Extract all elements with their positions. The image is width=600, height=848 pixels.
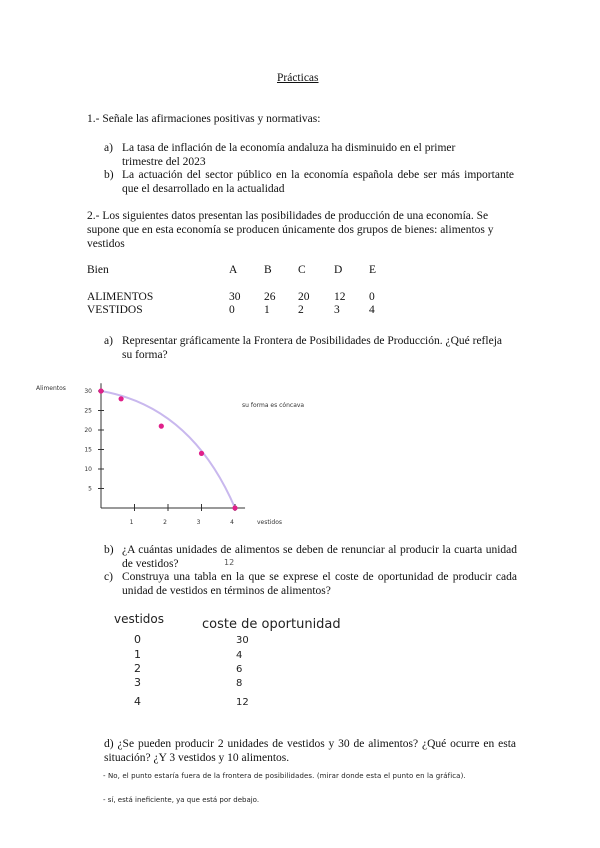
q1-b-label: b) [104,169,114,181]
data-point [98,388,103,393]
table-cell: ALIMENTOS [87,291,154,303]
table-row [87,264,389,277]
q2-d-text: d) ¿Se pueden producir 2 unidades de vestidos y 30 de alimentos? ¿Qué ocurre en esta situación? ¿Y 3 vestidos y 10 alimentos. [104,738,516,764]
data-point [159,424,164,429]
page-title: Prácticas [277,72,319,84]
x-axis-label: vestidos [257,519,282,526]
q2-a-label: a) [104,335,113,347]
table-cell: 30 [229,291,241,303]
ppf-chart [0,378,600,538]
table-cell: E [369,264,377,276]
opp-row-vestidos: 2 [134,662,141,675]
x-tick-label: 1 [129,519,134,526]
table-cell: 1 [264,304,270,316]
table-cell: 2 [298,304,304,316]
opp-row-cost: 6 [236,664,243,675]
x-tick-label: 3 [196,519,201,526]
q2-b-label: b) [104,544,114,556]
y-tick-label: 5 [88,485,92,493]
table-cell: Bien [87,264,109,276]
data-point [232,505,237,510]
table-cell: 4 [369,304,375,316]
production-table [87,264,389,317]
q2-c-text: Construya una tabla en la que se exprese el coste de oportunidad de producir cada unidad de vestidos en términos de alimentos? [122,571,517,597]
table-cell: C [298,264,306,276]
y-tick-label: 25 [84,407,92,415]
table-cell: 0 [229,304,235,316]
table-cell: 3 [334,304,340,316]
opp-row-vestidos: 1 [134,648,141,661]
table-row [87,291,389,304]
opp-row-vestidos: 3 [134,676,141,689]
table-row [87,304,389,317]
table-cell: B [264,264,272,276]
q2-c-label: c) [104,571,113,583]
q2-b-answer: 12 [224,558,235,567]
q1-a-label: a) [104,142,113,154]
q2-b-text: ¿A cuántas unidades de alimentos se deben de renunciar al producir la cuarta unidad de vestidos? [122,544,517,570]
q1-b-text: La actuación del sector público en la economía española debe ser más importante que el desarrollado en la actualidad [122,169,514,195]
x-tick-label: 4 [230,519,234,526]
table-cell: A [229,264,238,276]
x-tick-label: 2 [163,519,167,526]
answer-1: - No, el punto estaría fuera de la frontera de posibilidades. (mirar donde esta el punto en la gráfica). [103,772,466,780]
y-tick-label: 30 [84,388,92,395]
table-cell: 26 [264,291,276,303]
table-cell: 20 [298,291,310,303]
opp-row-cost: 8 [236,678,243,689]
y-tick-label: 10 [84,466,92,473]
chart-annotation: su forma es cóncava [242,402,305,409]
opp-header-left: vestidos [114,612,164,626]
table-cell: VESTIDOS [87,304,143,316]
y-tick-label: 15 [84,446,92,454]
opp-row-cost: 30 [236,635,249,646]
opp-row-vestidos: 4 [134,695,141,708]
data-point [119,396,124,401]
opp-header-right: coste de oportunidad [202,617,341,632]
y-axis-label: Alimentos [36,385,66,392]
q2-a-text: Representar gráficamente la Frontera de Posibilidades de Producción. ¿Qué refleja su forma? [122,335,502,361]
q2-intro: 2.- Los siguientes datos presentan las posibilidades de producción de una economía. Se supone que en esta economía se producen únicamente dos grupos de bienes: alimentos y vestidos [87,210,494,250]
table-cell: 0 [369,291,375,303]
table-cell: D [334,264,343,276]
opp-row-cost: 12 [236,697,249,708]
opp-row-cost: 4 [236,650,243,661]
q1-a-text: La tasa de inflación de la economía andaluza ha disminuido en el primer trimestre del 2023 [122,142,456,168]
ppf-curve [101,391,235,508]
q1-heading: 1.- Señale las afirmaciones positivas y normativas: [87,113,321,125]
data-point [199,451,204,456]
table-cell: 12 [334,291,346,303]
y-tick-label: 20 [84,427,92,434]
answer-2: - sí, está ineficiente, ya que está por debajo. [103,796,260,804]
opp-row-vestidos: 0 [134,633,141,646]
